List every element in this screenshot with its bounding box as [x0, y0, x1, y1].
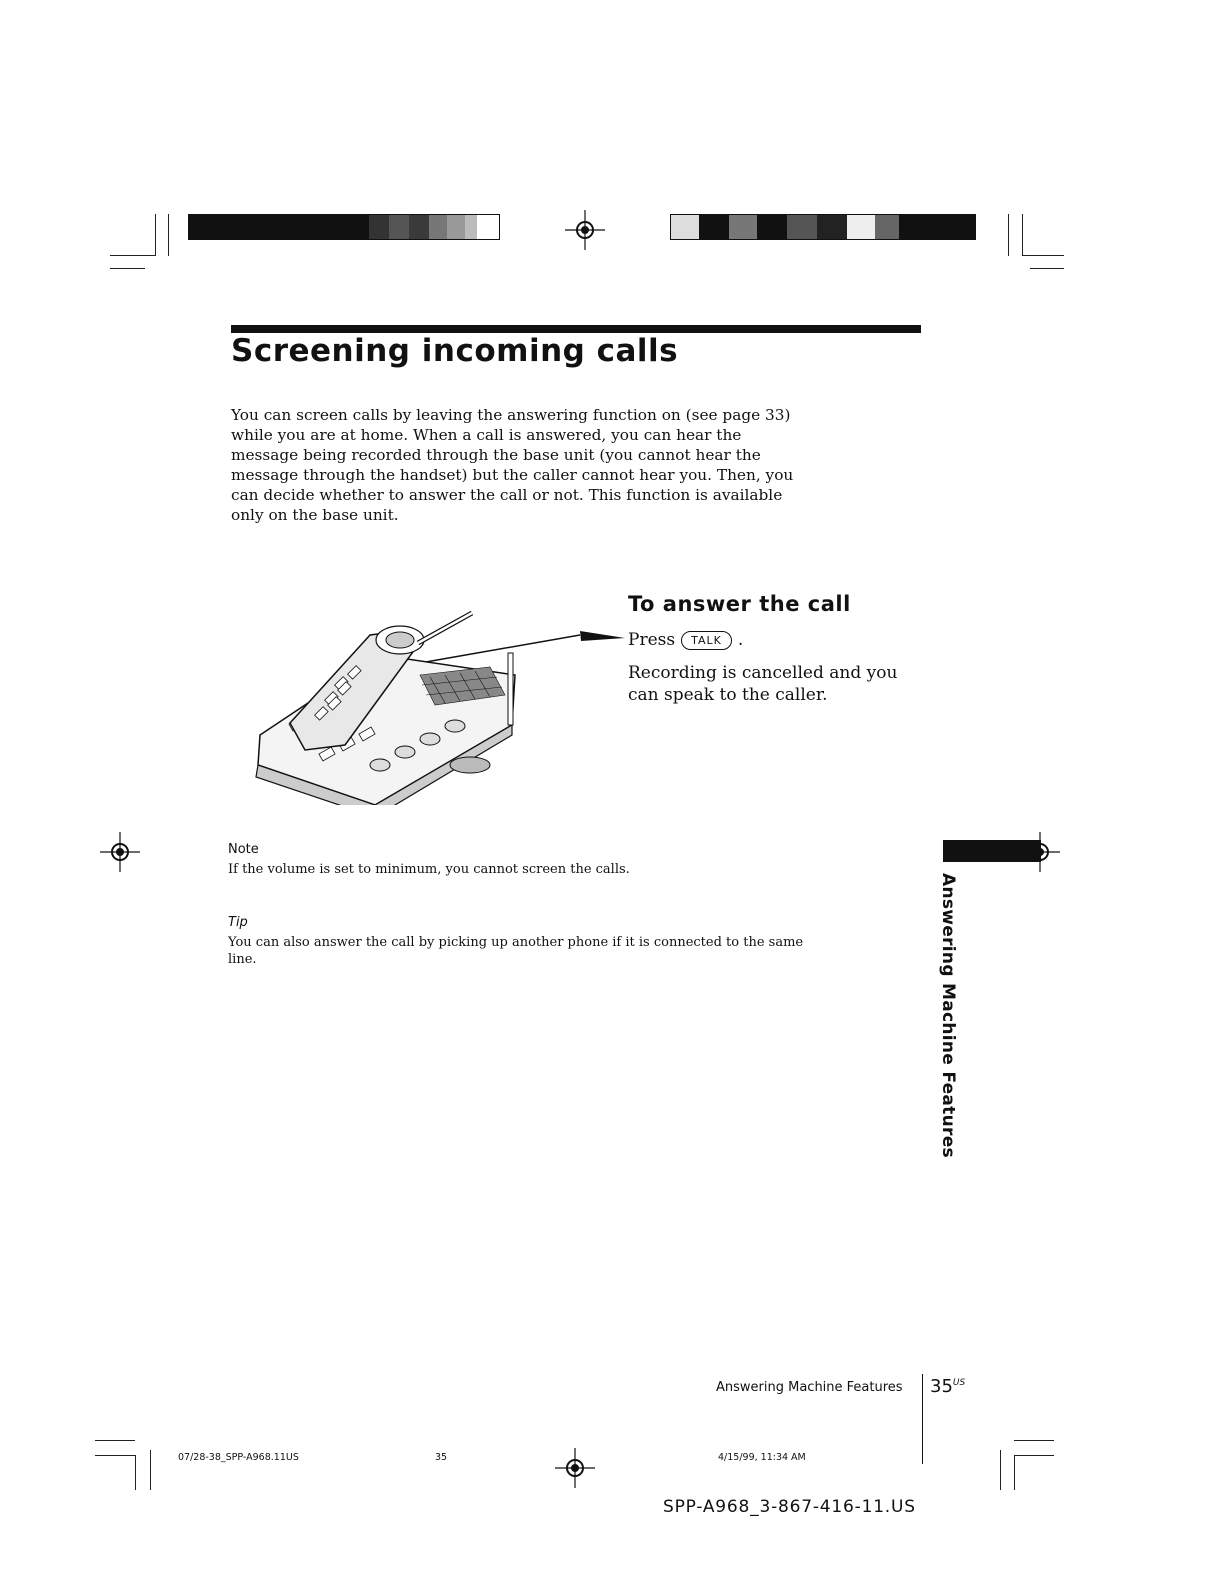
- page-number: [930, 1376, 965, 1397]
- crop-mark: [1014, 1455, 1054, 1456]
- crop-mark: [155, 214, 156, 256]
- crop-mark: [150, 1450, 151, 1490]
- slug-page-number: 35: [435, 1452, 448, 1463]
- crop-mark: [1030, 268, 1064, 269]
- footer-divider: [922, 1374, 923, 1464]
- answer-call-heading: To answer the call: [628, 592, 851, 616]
- crop-mark: [1008, 214, 1009, 256]
- crop-mark: [1014, 1455, 1015, 1490]
- registration-mark-bottom: [555, 1448, 595, 1488]
- job-id: SPP-A968_3-867-416-11.US: [663, 1497, 916, 1517]
- intro-paragraph: You can screen calls by leaving the answering function on (see page 33) while you are at home. When a call is answered, you can hear the message being recorded through the base unit (you cannot hear the message through the handset) but the caller cannot hear you. Then, you can decide whether to answer the call or not. This function is available only on the base unit.: [231, 406, 794, 524]
- crop-mark: [110, 268, 145, 269]
- press-period: .: [737, 630, 744, 650]
- section-side-label: Answering Machine Features: [938, 873, 958, 1158]
- print-timestamp: 4/15/99, 11:34 AM: [718, 1452, 806, 1463]
- tip-text: You can also answer the call by picking up another phone if it is connected to the same line.: [228, 935, 804, 967]
- crop-mark: [1022, 255, 1064, 256]
- footer-section-name: Answering Machine Features: [716, 1380, 903, 1395]
- note-heading: Note: [228, 842, 259, 857]
- crop-mark: [95, 1455, 135, 1456]
- file-slug: 07/28-38_SPP-A968.11US: [178, 1452, 299, 1463]
- calibration-strip-left: [188, 214, 500, 240]
- page-title: Screening incoming calls: [231, 333, 679, 369]
- registration-mark-top: [565, 210, 605, 250]
- crop-mark: [135, 1455, 136, 1490]
- section-tab-marker: [943, 840, 1041, 862]
- talk-key-icon: TALK: [681, 631, 732, 650]
- answer-result-text: Recording is cancelled and you can speak to the caller.: [628, 663, 898, 705]
- crop-mark: [95, 1440, 135, 1441]
- calibration-strip-right: [670, 214, 976, 240]
- crop-mark: [168, 214, 169, 256]
- title-rule: [231, 325, 921, 333]
- tip-heading: Tip: [228, 915, 248, 930]
- press-label: Press: [628, 630, 676, 650]
- registration-mark-left: [100, 832, 140, 872]
- press-talk-instruction: [628, 630, 743, 650]
- page-number-value: 35: [930, 1376, 953, 1397]
- crop-mark: [1022, 214, 1023, 256]
- crop-mark: [110, 255, 155, 256]
- crop-mark: [1014, 1440, 1054, 1441]
- note-text: If the volume is set to minimum, you cannot screen the calls.: [228, 862, 630, 877]
- crop-mark: [1000, 1450, 1001, 1490]
- phone-base-unit-illustration: [250, 605, 630, 805]
- page-number-suffix: US: [952, 1378, 966, 1388]
